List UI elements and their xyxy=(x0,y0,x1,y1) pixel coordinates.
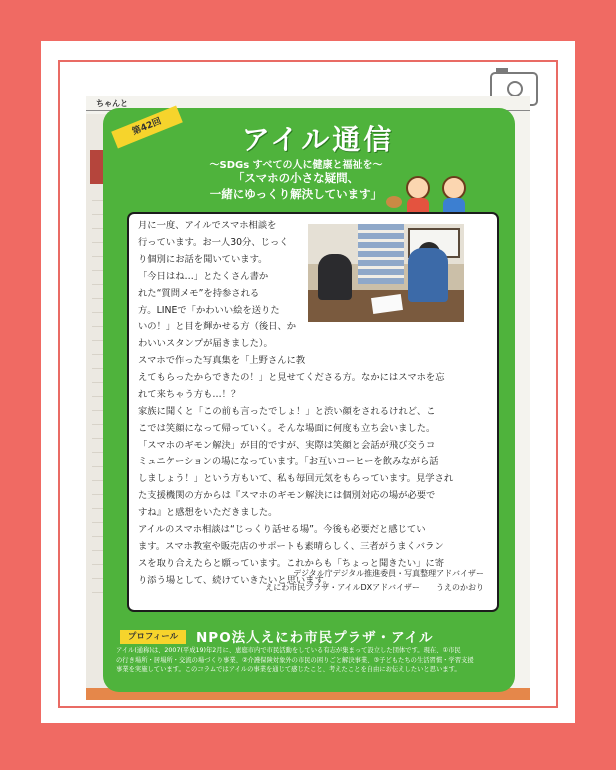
profile-label: プロフィール xyxy=(120,630,186,644)
author-title: デジタル庁デジタル推進委員・写真整理アドバイザー xyxy=(293,569,484,578)
issue-badge: 第42回 xyxy=(111,106,183,149)
article-main-text: スマホで作った写真集を「上野さんに教 えてもらったからできたの！」と見せてくださる方。なかにはスマホを忘 れて来ちゃう方も…！？ 家族に聞くと「この前も言ったでしょ！」と渋い顔をされるけれど、こ こでは笑顔になって帰っていく。そんな場面に何度も立ち会いました。 「スマホのギモン解決」が目的ですが、実際は笑顔と会話が飛び交うコ ミュニケーションの場になっています。「お互いコーヒーを飲みながら話 しましょう！」という方もいて、私も毎回元気をもらっています。見学され た支援機関の方からは『スマホのギモン解決には個別対応の場が必要で すね』と感想をいただきました。 アイルのスマホ相談は“じっくり話せる場”。今後も必要だと感じてい ます。スマホ教室や販売店のサポートも素晴らしく、三者がうまくバラン スを取り合えたらと願っています。これからも「ちょっと聞きたい」に寄 り添う場として、続けていきたいと思います。 xyxy=(138,355,454,586)
article-headline: 「スマホの小さな疑問、 一緒にゆっくり解決しています」 xyxy=(209,171,383,201)
child-face-icon xyxy=(406,176,430,200)
column-subtitle: ～SDGs すべての人に健康と福祉を～ xyxy=(209,160,383,171)
column-title: アイル通信 xyxy=(241,123,395,156)
article-intro-text: 月に一度、アイルでスマホ相談を 行っています。お一人30分、じっく り個別にお話を聞いています。 「今日はね…」とたくさん書か れた“質問メモ”を持参される 方。LINEで「かわいい絵を送りた いの！」と目を輝かせる方（後日、か わいいスタンプが届きました）。 xyxy=(138,220,297,350)
organization-name: NPO法人えにわ市民プラザ・アイル xyxy=(196,630,434,646)
dog-illustration xyxy=(386,196,402,208)
profile-text: アイル(通称)は、2007(平成19)年2月に、恵庭市内で市民活動をしている有志が集まって設立した団体です。現在、①市民 の行き場所・居場所・交流の場づくり事業、②介護保険対象外の市民の困りごと解決事業、③子どもたちの生活習慣・学習支援 事業を実施しています。このコラムではアイルの事業を通じて感じたこと、考えたことを自由にお伝えしたいと思います。 xyxy=(116,647,474,674)
child-face-icon xyxy=(442,176,466,200)
author-name: えにわ市民プラザ・アイルDXアドバイザー うえのかおり xyxy=(265,583,484,592)
child-body-icon xyxy=(443,198,465,212)
child-body-icon xyxy=(407,198,429,212)
children-illustration xyxy=(404,176,482,212)
consultation-photo xyxy=(308,224,464,322)
page-header: ちゃんと xyxy=(96,99,128,108)
